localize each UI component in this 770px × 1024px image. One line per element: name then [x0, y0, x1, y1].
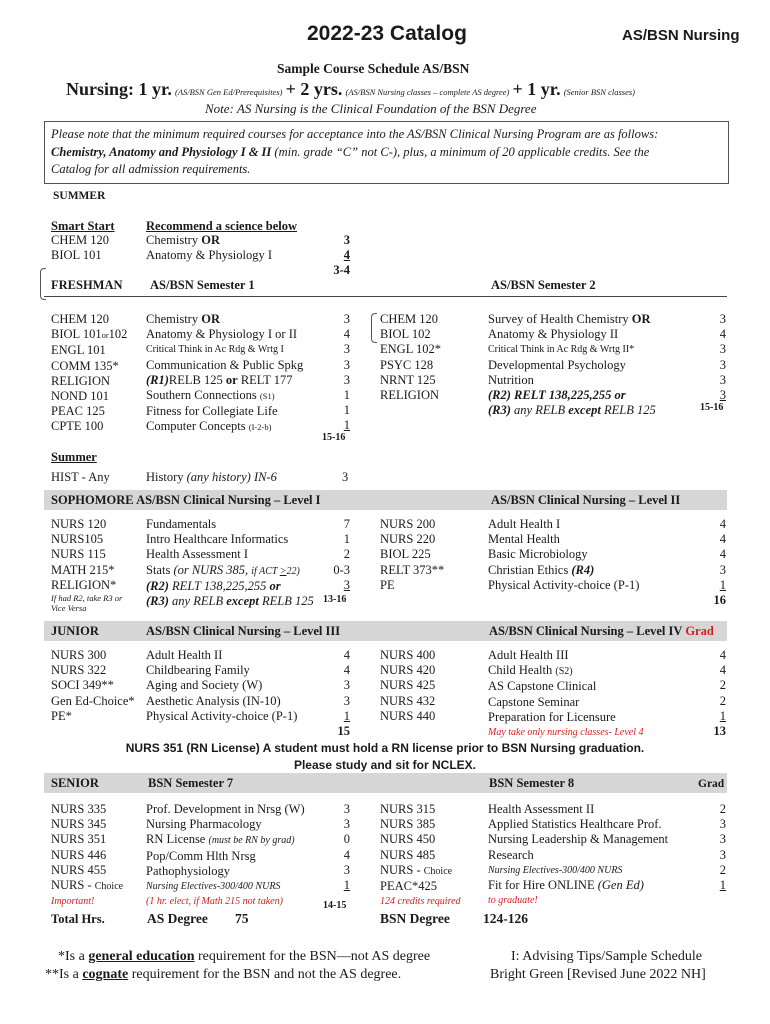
junior-left-credits [320, 648, 350, 739]
course-title: Adult Health II [146, 648, 223, 662]
course-code: NURS 322 [51, 663, 107, 678]
course-title: (R3) any RELB except RELB 125 [146, 594, 314, 609]
credit-value: 3 [719, 832, 726, 847]
course-title: Pop/Comm Hlth Nrsg [146, 848, 256, 863]
course-title: Stats (or NURS 385, if ACT >22) [146, 562, 300, 577]
course-title: Critical Think in Ac Rdg & Wrtg I [146, 344, 284, 356]
religion-note: If had R2, take R3 or Vice Versa [51, 593, 123, 613]
credit-value: 4 [719, 327, 726, 342]
credit-value: 3 [343, 342, 350, 357]
summer-code: HIST - Any [51, 470, 110, 484]
credit-value: 3 [719, 312, 726, 326]
freshman-sem2-label: AS/BSN Semester 2 [491, 278, 596, 292]
part3-note: (Senior BSN classes) [563, 87, 635, 97]
senior-right-titles [488, 802, 668, 908]
course-title: Fundamentals [146, 517, 217, 531]
course-title: Health Assessment I [146, 547, 249, 562]
smart-start-codes [51, 233, 109, 263]
course-title: Fit for Hire ONLINE (Gen Ed) [488, 878, 644, 893]
junior-right-codes [380, 648, 435, 724]
course-code: NURS - Choice [51, 878, 124, 893]
total-hours-label: Total Hrs. [51, 912, 105, 926]
legend-term: cognate [82, 967, 129, 982]
course-code: CPTE 100 [51, 419, 104, 434]
credit-value: 3 [343, 233, 350, 247]
credit-value: 3 [719, 817, 726, 832]
credit-value: 3 [719, 342, 726, 357]
course-title: Communication & Public Spkg [146, 357, 304, 372]
course-code: PEAC*425 [380, 879, 437, 894]
course-title: Aging and Society (W) [146, 678, 263, 693]
credit-value: 1 [343, 418, 350, 433]
course-title: Nursing Leadership & Management [488, 832, 669, 847]
freshman-sem1-total: 15-16 [322, 432, 346, 443]
smart-start-code: CHEM 120 [51, 233, 109, 247]
sophomore-left-total: 13-16 [323, 594, 347, 605]
as-degree-label: AS Degree [147, 911, 208, 926]
legend-text: requirement for the BSN—not AS degree [197, 949, 431, 964]
part2-note: (AS/BSN Nursing classes – complete AS degree) [345, 87, 510, 97]
credit-value: 3 [343, 693, 350, 708]
course-title: Research [488, 847, 534, 862]
credit-total: 15 [337, 724, 350, 739]
course-code: NURS 485 [380, 847, 436, 862]
senior-right-label: BSN Semester 8 [489, 776, 575, 790]
course-code: MATH 215* [51, 562, 115, 577]
course-title: Nursing Electives-300/400 NURS [146, 881, 281, 893]
credit-value: 1 [719, 708, 726, 723]
senior-right-codes [380, 802, 461, 909]
credit-value: 3 [343, 817, 350, 832]
course-title: Nutrition [488, 372, 534, 387]
course-title: Pathophysiology [146, 863, 231, 878]
course-title: (R2) RELT 138,225,255 or [488, 388, 626, 403]
credit-value: 1 [343, 532, 350, 547]
important-note: Important! [51, 896, 95, 908]
credit-value: 1 [343, 878, 350, 893]
course-code: NURS 425 [380, 678, 436, 693]
course-code: NURS 446 [51, 847, 107, 862]
credit-value: 7 [343, 517, 350, 531]
course-title: Anatomy & Physiology II [488, 327, 619, 342]
credit-total: 3-4 [333, 263, 350, 278]
course-title: Adult Health III [488, 648, 569, 662]
credit-value: 1 [343, 388, 350, 403]
credit-value: 3 [343, 862, 350, 877]
course-title: Mental Health [488, 532, 560, 547]
course-code: NURS 440 [380, 708, 436, 723]
course-code: NURS - Choice [380, 862, 453, 877]
course-code: BIOL 225 [380, 547, 431, 562]
credit-value: 1 [719, 878, 726, 893]
program-duration-line [66, 79, 635, 100]
course-code: NURS 335 [51, 802, 107, 816]
course-code: NURS 400 [380, 648, 436, 662]
senior-left-codes [51, 802, 123, 909]
credit-value: 4 [343, 248, 350, 263]
course-code: PSYC 128 [380, 357, 434, 372]
bsn-degree-value: 124-126 [483, 911, 528, 926]
freshman-summer-label: Summer [51, 450, 97, 464]
course-code: BIOL 102 [380, 327, 431, 342]
junior-left-codes [51, 648, 135, 724]
course-code: ENGL 101 [51, 343, 106, 358]
course-title: (R1)RELB 125 or RELT 177 [146, 372, 293, 387]
program-name: AS/BSN Nursing [622, 27, 740, 44]
bsn-degree-label: BSN Degree [380, 911, 450, 926]
credit-value: 3 [719, 562, 726, 577]
smart-start-titles [146, 233, 272, 263]
legend-prefix: **Is a [45, 967, 79, 982]
course-title: Intro Healthcare Informatics [146, 532, 289, 547]
revision-note: Bright Green [Revised June 2022 NH] [490, 967, 706, 982]
course-code: NURS 432 [380, 693, 436, 708]
credit-value: 3 [343, 312, 350, 326]
summer-title: History (any history) IN-6 [146, 470, 277, 484]
gen-ed-legend [58, 949, 430, 965]
course-code: NURS 220 [380, 532, 436, 547]
senior-left-titles [146, 802, 305, 909]
freshman-sem1-codes [51, 312, 127, 435]
course-title: Nursing Pharmacology [146, 817, 262, 832]
freshman-sem1-titles [146, 312, 303, 436]
course-title: Physical Activity-choice (P-1) [488, 577, 640, 592]
course-code: NURS 385 [380, 817, 436, 832]
junior-left-titles [146, 648, 297, 724]
credit-value: 3 [343, 678, 350, 693]
course-title: Chemistry OR [146, 312, 220, 326]
course-title: Critical Think in Ac Rdg & Wrtg II* [488, 344, 635, 356]
course-code: NURS 120 [51, 517, 107, 531]
senior-label: SENIOR [51, 776, 99, 790]
freshman-sem2-brace [371, 313, 377, 343]
credit-value: 4 [719, 648, 726, 662]
course-code: BIOL 101or102 [51, 327, 128, 342]
nclex-line-1: NURS 351 (RN License) A student must hold a RN license prior to BSN Nursing graduation. [125, 741, 645, 755]
sophomore-left-credits [320, 517, 350, 593]
credit-value: 2 [343, 547, 350, 562]
course-code: NURS 200 [380, 517, 436, 531]
freshman-rule [44, 296, 727, 297]
nursing-label: Nursing: 1 yr. [66, 79, 172, 99]
course-code: Gen Ed-Choice* [51, 693, 135, 708]
sophomore-left-titles [146, 517, 314, 609]
notice-line-1: Please note that the minimum required courses for acceptance into the AS/BSN Clinical Nursing Program are as follows: [51, 127, 659, 141]
junior-left-label: AS/BSN Clinical Nursing – Level III [146, 624, 341, 638]
course-title: Health Assessment II [488, 802, 595, 816]
course-title: Anatomy & Physiology I or II [146, 327, 298, 342]
page-subtitle: Sample Course Schedule AS/BSN [277, 61, 470, 76]
course-title: Capstone Seminar [488, 694, 580, 709]
course-code: NURS 315 [380, 802, 436, 816]
course-code: NURS 300 [51, 648, 107, 662]
credit-value: 1 [343, 708, 350, 723]
plus-one-year: + 1 yr. [512, 79, 561, 99]
freshman-sem1-label: AS/BSN Semester 1 [150, 278, 255, 292]
credit-value: 4 [719, 517, 726, 531]
credit-value: 0 [343, 832, 350, 847]
credit-value: 4 [719, 532, 726, 547]
notice-line-2 [51, 145, 649, 160]
credit-value: 4 [719, 663, 726, 678]
credit-total: 13 [713, 724, 726, 739]
senior-header-band [44, 773, 727, 793]
course-title: Childbearing Family [146, 663, 250, 678]
course-title: Survey of Health Chemistry OR [488, 312, 651, 326]
credit-value: 2 [719, 862, 726, 877]
course-code: CHEM 120 [380, 312, 438, 326]
credit-value: 2 [719, 802, 726, 816]
course-title: Fitness for Collegiate Life [146, 404, 278, 419]
legend-text: requirement for the BSN and not the AS degree. [131, 967, 402, 982]
credit-value: 1 [343, 403, 350, 418]
level4-note: May take only nursing classes- Level 4 [488, 727, 644, 739]
smart-start-recommend: Recommend a science below [146, 219, 298, 233]
notice-line-3: Catalog for all admission requirements. [51, 162, 251, 176]
cognate-legend [45, 967, 401, 983]
part1-note: (AS/BSN Gen Ed/Prerequisites) [174, 87, 283, 97]
credit-value: 3 [343, 372, 350, 387]
notice-line-2-rest: (min. grade “C” not C-), plus, a minimum of 20 applicable credits. See the [271, 145, 650, 159]
course-code: NURS 345 [51, 817, 107, 832]
senior-right-credits [696, 802, 726, 893]
credit-value: 3 [343, 802, 350, 816]
nclex-line-2: Please study and sit for NCLEX. [293, 758, 477, 772]
course-title: RN License (must be RN by grad) [146, 832, 295, 847]
course-code: NURS 455 [51, 862, 107, 877]
sophomore-right-credits [696, 517, 726, 608]
credit-value: 2 [719, 678, 726, 693]
smart-start-credits [320, 233, 350, 279]
course-code: RELIGION* [51, 577, 117, 592]
course-code: RELIGION [51, 373, 111, 388]
freshman-sem2-total: 15-16 [700, 402, 724, 413]
course-code: SOCI 349** [51, 678, 114, 693]
credit-value: 0-3 [333, 562, 350, 577]
freshman-sem2-credits [696, 312, 726, 403]
legend-prefix: *Is a [58, 949, 85, 964]
course-title: (R3) any RELB except RELB 125 [488, 403, 656, 418]
credit-value: 3 [719, 372, 726, 387]
catalog-title: 2022-23 Catalog [307, 22, 467, 45]
junior-label: JUNIOR [51, 624, 99, 638]
course-code: NURS105 [51, 532, 104, 547]
credit-value: 3 [719, 388, 726, 403]
course-title: (R2) RELT 138,225,255 or [146, 578, 281, 593]
freshman-sem1-credits [320, 312, 350, 434]
sophomore-right-titles [488, 517, 639, 593]
course-code: PEAC 125 [51, 404, 105, 419]
junior-right-label [489, 624, 714, 639]
smart-start-title: Chemistry OR [146, 233, 220, 247]
as-degree-value: 75 [235, 911, 249, 926]
freshman-sem2-titles [488, 312, 656, 418]
course-code: RELIGION [380, 388, 440, 403]
senior-left-credits [320, 802, 350, 893]
course-title: Physical Activity-choice (P-1) [146, 708, 298, 723]
notice-required-courses: Chemistry, Anatomy and Physiology I & II [51, 145, 272, 159]
course-code: RELT 373** [380, 562, 445, 577]
course-title: Christian Ethics (R4) [488, 562, 595, 577]
credit-value: 4 [343, 648, 350, 662]
course-code: PE* [51, 708, 72, 723]
course-title: Nursing Electives-300/400 NURS [488, 864, 623, 876]
course-code: CHEM 120 [51, 312, 109, 326]
course-title: AS Capstone Clinical [488, 679, 597, 694]
smart-start-header: Smart Start [51, 219, 115, 233]
credits-required-note: 124 credits required [380, 896, 461, 908]
credit-value: 4 [343, 663, 350, 678]
smart-start-code: BIOL 101 [51, 248, 102, 263]
course-code: NOND 101 [51, 389, 109, 404]
smart-start-title: Anatomy & Physiology I [146, 248, 273, 263]
course-code: NURS 351 [51, 832, 107, 847]
sophomore-left-codes [51, 517, 116, 593]
course-title: Applied Statistics Healthcare Prof. [488, 817, 662, 832]
sophomore-right-label: AS/BSN Clinical Nursing – Level II [491, 493, 681, 507]
legend-term: general education [88, 949, 195, 964]
course-title: Aesthetic Analysis (IN-10) [146, 693, 281, 708]
course-code: PE [380, 577, 395, 592]
credit-value: 3 [343, 577, 350, 592]
course-code: ENGL 102* [380, 342, 441, 357]
junior-right-credits [696, 648, 726, 739]
senior-left-total: 14-15 [323, 900, 347, 911]
advising-tips: I: Advising Tips/Sample Schedule [511, 949, 702, 964]
course-code: NURS 450 [380, 832, 436, 847]
freshman-sem2-codes [380, 312, 441, 403]
course-title: Child Health (S2) [488, 663, 573, 678]
credit-value: 4 [343, 847, 350, 862]
course-title: Prof. Development in Nrsg (W) [146, 802, 305, 816]
course-code: NURS 420 [380, 663, 436, 678]
credit-value: 3 [719, 357, 726, 372]
senior-grad-label: Grad [698, 778, 725, 790]
credit-value: 2 [719, 693, 726, 708]
foundation-note: Note: AS Nursing is the Clinical Foundation of the BSN Degree [205, 101, 537, 116]
plus-two-years: + 2 yrs. [285, 79, 343, 99]
freshman-label: FRESHMAN [51, 278, 123, 292]
course-title: Southern Connections (S1) [146, 388, 275, 403]
summer-label: SUMMER [53, 190, 106, 202]
course-title: Developmental Psychology [488, 357, 626, 372]
credit-value: 4 [719, 547, 726, 562]
credit-value: 1 [719, 577, 726, 592]
sophomore-label: SOPHOMORE AS/BSN Clinical Nursing – Level I [51, 493, 321, 507]
credit-total: 16 [713, 593, 726, 608]
course-code: COMM 135* [51, 358, 119, 373]
grad-marker: Grad [685, 624, 714, 638]
course-title: Preparation for Licensure [488, 709, 616, 724]
course-title: Computer Concepts (I-2-b) [146, 419, 272, 434]
course-code: NRNT 125 [380, 372, 436, 387]
credit-value: 4 [343, 327, 350, 342]
summer-credit: 3 [342, 470, 349, 484]
credit-value: 3 [343, 357, 350, 372]
course-title: Basic Microbiology [488, 547, 588, 562]
course-title: Adult Health I [488, 517, 561, 531]
junior-level-iv: AS/BSN Clinical Nursing – Level IV [489, 624, 683, 638]
course-code: NURS 115 [51, 547, 106, 562]
math-elective-note: (1 hr. elect, if Math 215 not taken) [146, 896, 283, 908]
graduate-note: to graduate! [488, 895, 538, 907]
senior-left-label: BSN Semester 7 [148, 776, 234, 790]
sophomore-right-codes [380, 517, 444, 593]
junior-right-titles [488, 648, 644, 740]
credit-value: 3 [719, 847, 726, 862]
